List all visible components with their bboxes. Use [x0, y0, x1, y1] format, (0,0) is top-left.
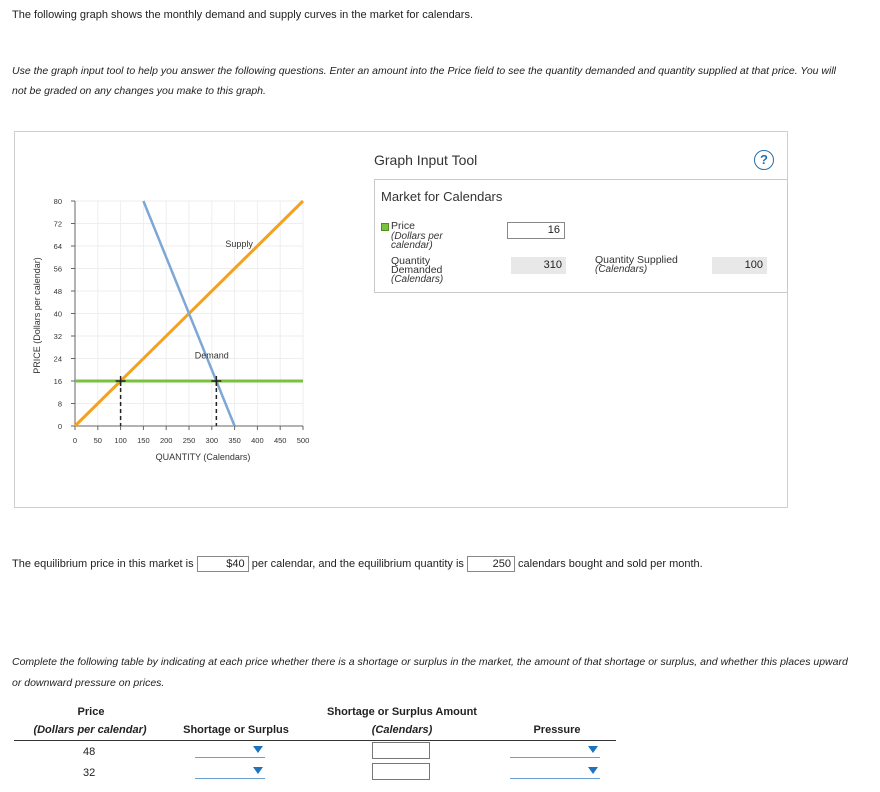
y-tick-label: 8	[57, 399, 62, 409]
col-header-pressure: Pressure	[533, 724, 581, 736]
chevron-down-icon	[588, 767, 598, 774]
price-legend-icon	[381, 223, 389, 231]
x-tick-label: 150	[137, 436, 150, 445]
demand-curve-label: Demand	[194, 350, 229, 361]
chevron-down-icon	[253, 767, 263, 774]
eq-text-3: calendars bought and sold per month.	[518, 558, 703, 570]
y-tick-label: 24	[53, 354, 62, 364]
eq-text-1: The equilibrium price in this market is	[12, 558, 194, 570]
equilibrium-sentence	[12, 556, 703, 572]
x-tick-label: 250	[182, 436, 196, 445]
x-tick-label: 300	[205, 436, 219, 445]
x-tick-label: 100	[114, 436, 127, 445]
table-header-divider	[14, 740, 616, 741]
y-tick-label: 16	[53, 377, 62, 386]
price-units-1: (Dollars per	[391, 231, 443, 242]
col-header-amount-units: (Calendars)	[371, 724, 433, 736]
x-tick-label: 200	[159, 436, 173, 445]
x-axis-title: QUANTITY (Calendars)	[155, 452, 251, 462]
supply-curve-label: Supply	[225, 239, 253, 249]
qs-units: (Calendars)	[595, 264, 648, 275]
y-tick-label: 80	[53, 197, 62, 206]
help-icon[interactable]: ?	[754, 150, 774, 170]
x-tick-label: 0	[72, 436, 78, 445]
amount-input[interactable]	[372, 742, 430, 759]
shortage-surplus-dropdown[interactable]	[195, 765, 265, 779]
row-price: 32	[83, 767, 96, 779]
intro-text: The following graph shows the monthly demand and supply curves in the market for calendars.	[12, 9, 474, 21]
y-tick-label: 0	[57, 422, 62, 431]
price-input[interactable]: 16	[507, 222, 565, 239]
y-tick-label: 72	[53, 219, 62, 229]
qd-label-2: Demanded	[391, 264, 443, 276]
qs-label: Quantity Supplied	[595, 254, 678, 266]
y-tick-label: 64	[53, 242, 62, 251]
quantity-supplied-value: 100	[712, 257, 767, 274]
quantity-supplied-label	[595, 256, 678, 274]
pressure-dropdown[interactable]	[510, 744, 600, 758]
pressure-dropdown[interactable]	[510, 765, 600, 779]
equilibrium-price-input[interactable]: $40	[197, 556, 249, 572]
quantity-demanded-value: 310	[511, 257, 566, 274]
x-tick-label: 450	[273, 436, 287, 445]
qd-label-1: Quantity	[391, 255, 431, 267]
y-tick-label: 40	[53, 309, 62, 319]
col-header-price: Price	[77, 706, 105, 718]
eq-text-2: per calendar, and the equilibrium quantity is	[251, 558, 464, 570]
x-tick-label: 50	[93, 436, 102, 445]
y-tick-label: 56	[53, 264, 62, 274]
shortage-surplus-dropdown[interactable]	[195, 744, 265, 758]
price-label-text: Price	[391, 220, 415, 232]
row-price: 48	[83, 746, 96, 758]
chevron-down-icon	[588, 746, 598, 753]
x-tick-label: 350	[228, 436, 241, 445]
x-tick-label: 500	[296, 436, 310, 445]
y-tick-label: 32	[53, 332, 62, 341]
col-header-amount: Shortage or Surplus Amount	[327, 706, 477, 718]
quantity-demanded-label	[391, 257, 443, 284]
x-tick-label: 400	[251, 436, 264, 445]
graph-input-tool-title: Graph Input Tool	[374, 152, 478, 168]
qd-units: (Calendars)	[391, 274, 444, 285]
y-tick-label: 48	[53, 287, 62, 296]
price-label	[391, 220, 443, 250]
y-axis-title: PRICE (Dollars per calendar)	[32, 257, 42, 374]
price-units-2: calendar)	[391, 240, 433, 251]
col-header-price-units: (Dollars per calendar)	[33, 724, 147, 736]
amount-input[interactable]	[372, 763, 430, 780]
market-title: Market for Calendars	[381, 189, 503, 204]
table-instructions: Complete the following table by indicating at each price whether there is a shortage or surplus in the market, the amount of that shortage or surplus, and whether this places upward or downward pressure on prices.	[12, 656, 848, 689]
col-header-shortage: Shortage or Surplus	[183, 724, 289, 736]
instructions-text: Use the graph input tool to help you answer the following questions. Enter an amount into the Price field to see the quantity demanded and quantity supplied at that price. You will not be graded on any changes you make to this graph.	[12, 65, 836, 97]
chevron-down-icon	[253, 746, 263, 753]
equilibrium-quantity-input[interactable]: 250	[467, 556, 515, 572]
